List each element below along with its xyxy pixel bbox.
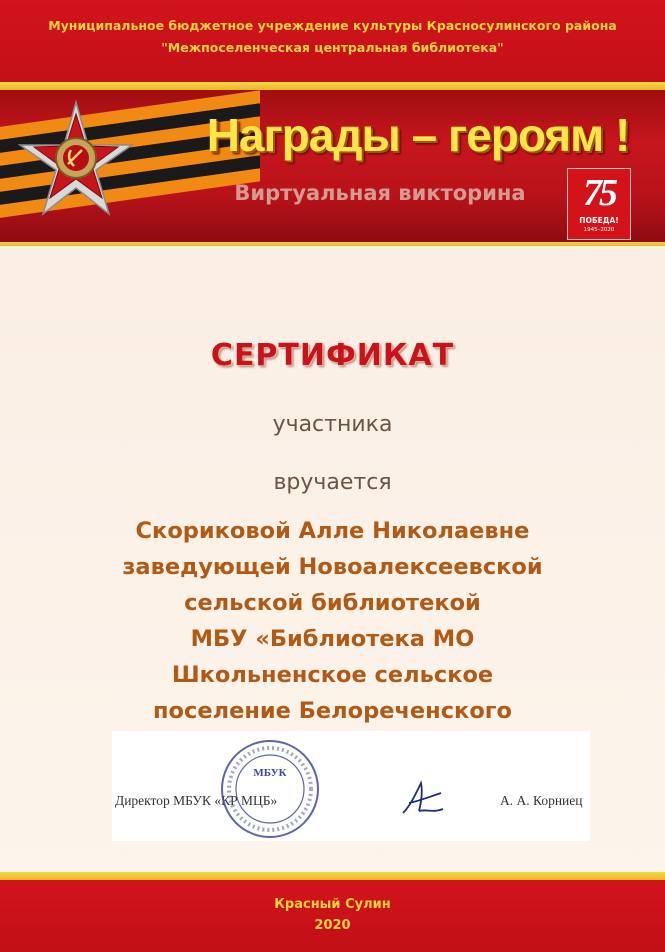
banner-subtitle: Виртуальная викторина (234, 181, 526, 205)
official-stamp-icon (175, 731, 320, 841)
organization-line-1: Муниципальное бюджетное учреждение культуры Красносулинского района (48, 18, 617, 33)
order-of-patriotic-war-icon (16, 100, 136, 220)
recipient-line: МБУ «Библиотека МО (190, 626, 475, 652)
certificate-title: СЕРТИФИКАТ (210, 338, 455, 373)
signature-card (112, 731, 590, 841)
stamp-label: МБУК (253, 767, 287, 779)
signature-icon (397, 779, 447, 819)
director-name: А. А. Корниец (500, 793, 583, 808)
footer-year: 2020 (314, 918, 351, 933)
quiz-banner (0, 90, 665, 242)
recipient-line: Скориковой Алле Николаевне (135, 518, 530, 544)
footer-city: Красный Сулин (274, 897, 391, 912)
logo-number: 75 (583, 172, 615, 214)
gold-stripe-top (0, 82, 665, 90)
banner-title: Награды – героям ! (206, 109, 630, 161)
awarded-line: вручается (273, 470, 392, 495)
recipient-line: сельской библиотекой (184, 590, 481, 616)
gold-stripe-bottom (0, 872, 665, 880)
recipient-line: поселение Белореченского (153, 698, 512, 724)
certificate-type: участника (272, 412, 393, 437)
recipient-block (60, 513, 605, 765)
gold-stripe-banner (0, 242, 665, 246)
header-band (0, 0, 665, 82)
organization-line-2: "Межпоселенческая центральная библиотека" (161, 40, 504, 55)
director-label: Директор МБУК «КР МЦБ» (115, 793, 278, 808)
logo-years: 1945–2020 (583, 227, 615, 233)
victory-75-logo (567, 168, 631, 240)
recipient-line: заведующей Новоалексеевской (122, 554, 543, 580)
logo-word: ПОБЕДА! (579, 216, 619, 225)
recipient-line: Школьненское сельское (171, 662, 494, 688)
footer-band (0, 880, 665, 952)
